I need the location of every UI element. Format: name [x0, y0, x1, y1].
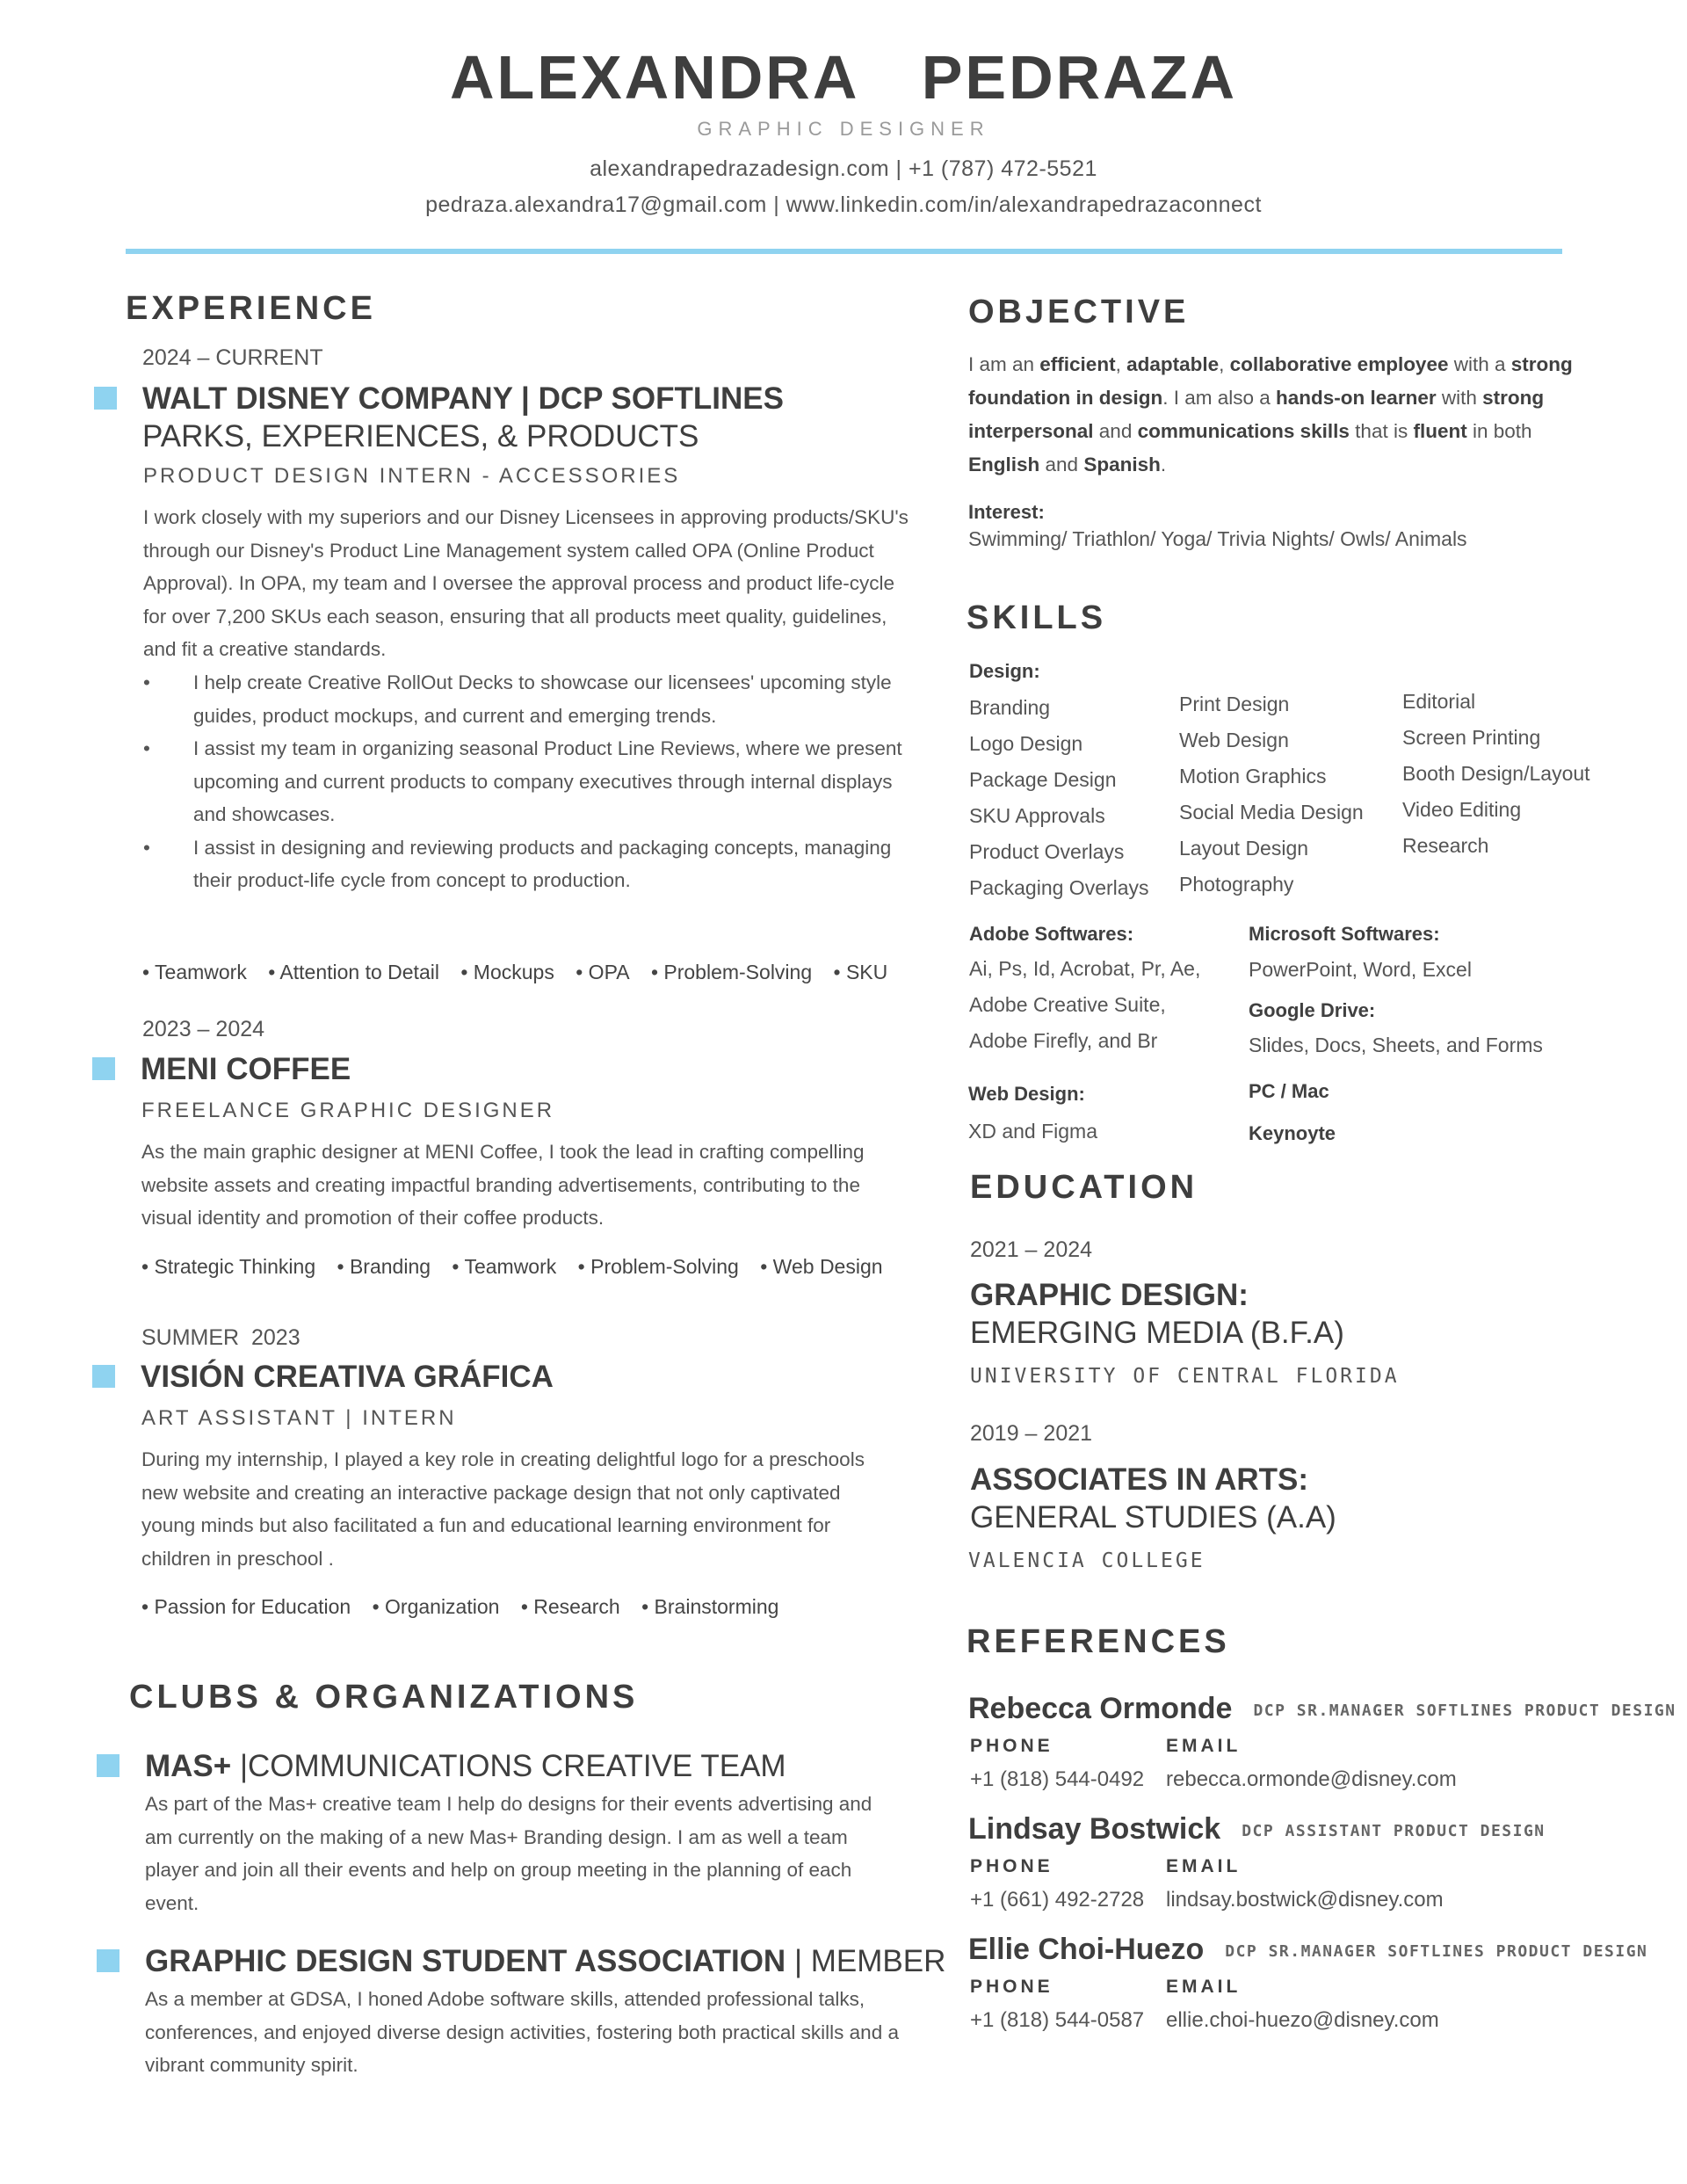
phone-label: PHONE: [970, 1856, 1053, 1876]
edu-degree: [970, 1461, 1336, 1536]
job-role: ART ASSISTANT | INTERN: [141, 1406, 457, 1430]
reference-phone: +1 (818) 544-0492: [970, 1767, 1145, 1791]
job-company: MENI COFFEE: [141, 1052, 351, 1086]
phone-label: PHONE: [970, 1736, 1053, 1756]
web-design-label: Web Design:: [968, 1083, 1085, 1105]
job-role: FREELANCE GRAPHIC DESIGNER: [141, 1099, 555, 1122]
skill-item: Editorial: [1402, 690, 1476, 713]
edu-degree-line1: GRAPHIC DESIGN:: [970, 1278, 1249, 1312]
skill-item: Ai, Ps, Id, Acrobat, Pr, Ae,: [969, 957, 1201, 980]
skills-heading: SKILLS: [967, 599, 1107, 636]
header-divider: [126, 249, 1562, 254]
job-marker-square: [92, 1057, 115, 1080]
edu-degree-line2: GENERAL STUDIES (A.A): [970, 1500, 1336, 1535]
skill-item: Booth Design/Layout: [1402, 762, 1590, 785]
email-label: EMAIL: [1166, 1736, 1242, 1756]
reference-name: Lindsay Bostwick: [968, 1812, 1221, 1846]
job-description: As the main graphic designer at MENI Coffee, I took the lead in crafting compelling website assets and creating impactful branding advertisements, contributing to the visual identity and promotion of their coffee products.: [141, 1141, 865, 1229]
job-company-line1: WALT DISNEY COMPANY | DCP SOFTLINES: [142, 381, 784, 416]
club-description: As a member at GDSA, I honed Adobe software skills, attended professional talks, conferences, and enjoyed diverse design activities, fostering both practical skills and a vibrant community spirit.: [145, 1988, 899, 2076]
keynote-label: Keynoyte: [1249, 1122, 1336, 1144]
experience-heading: EXPERIENCE: [126, 290, 376, 327]
edu-degree: [970, 1276, 1344, 1352]
edu-date: 2019 – 2021: [970, 1421, 1093, 1446]
google-value: Slides, Docs, Sheets, and Forms: [1249, 1034, 1543, 1056]
job-role: PRODUCT DESIGN INTERN - ACCESSORIES: [143, 464, 681, 488]
objective-heading: OBJECTIVE: [968, 294, 1190, 330]
club-name-rest: |COMMUNICATIONS CREATIVE TEAM: [231, 1749, 786, 1783]
reference-name: Rebecca Ormonde: [968, 1692, 1233, 1725]
skill-item: Layout Design: [1179, 837, 1309, 860]
reference-phone: +1 (661) 492-2728: [970, 1888, 1145, 1912]
reference-card: [968, 1812, 1546, 1847]
web-design-value: XD and Figma: [968, 1120, 1098, 1143]
design-skills-col1: [969, 690, 1149, 906]
objective-text: I am an efficient, adaptable, collaborative employee with a strong foundation in design. I am also a hands-on learner with strong interpersonal and communications skills that is fluent in both English and Spanish.: [968, 353, 1573, 475]
club-name: [145, 1747, 786, 1785]
skill-tag: • Branding: [337, 1255, 431, 1278]
skill-item: Photography: [1179, 873, 1294, 896]
email-label: EMAIL: [1166, 1977, 1242, 1997]
skill-item: Packaging Overlays: [969, 876, 1149, 899]
job-tags: [141, 1595, 794, 1619]
skill-tag: • OPA: [576, 961, 630, 983]
pc-mac-label: PC / Mac: [1249, 1080, 1329, 1102]
reference-role: DCP SR.MANAGER SOFTLINES PRODUCT DESIGN: [1253, 1701, 1676, 1720]
skill-item: Logo Design: [969, 732, 1083, 755]
adobe-label: Adobe Softwares:: [969, 923, 1134, 945]
reference-name-row: [968, 1812, 1546, 1847]
reference-email: ellie.choi-huezo@disney.com: [1166, 2008, 1439, 2032]
resume-name: ALEXANDRA PEDRAZA: [449, 43, 1238, 112]
reference-phone: +1 (818) 544-0587: [970, 2008, 1145, 2032]
interest-value: Swimming/ Triathlon/ Yoga/ Trivia Nights/ Owls/ Animals: [968, 527, 1467, 550]
skill-item: Research: [1402, 834, 1489, 857]
skill-tag: • SKU: [833, 961, 888, 983]
reference-name-row: [968, 1933, 1647, 1967]
skill-item: Video Editing: [1402, 798, 1522, 821]
edu-degree-line1: ASSOCIATES IN ARTS:: [970, 1462, 1309, 1497]
education-heading: EDUCATION: [970, 1169, 1198, 1206]
skill-item: Product Overlays: [969, 840, 1125, 863]
design-skills-col2: [1179, 686, 1364, 903]
job-date: 2024 – CURRENT: [142, 345, 323, 370]
skill-tag: • Problem-Solving: [577, 1255, 739, 1278]
references-heading: REFERENCES: [967, 1623, 1230, 1660]
phone-label: PHONE: [970, 1977, 1053, 1997]
skill-item: Motion Graphics: [1179, 765, 1327, 787]
reference-email: rebecca.ormonde@disney.com: [1166, 1767, 1457, 1791]
job-bullet-list: [143, 666, 916, 897]
skill-item: Social Media Design: [1179, 801, 1364, 824]
job-bullet: • I help create Creative RollOut Decks to showcase our licensees' upcoming style guides, product mockups, and current and emerging trends.: [143, 666, 916, 732]
job-description: I work closely with my superiors and our Disney Licensees in approving products/SKU's through our Disney's Product Line Management system called OPA (Online Product Approval). In OPA, my team and I oversee the approval process and product life-cycle for over 7,200 SKUs each season, ensuring that all products meet quality, guidelines, and fit a creative standards.: [143, 506, 909, 660]
resume-subtitle: GRAPHIC DESIGNER: [697, 118, 990, 140]
clubs-heading: CLUBS & ORGANIZATIONS: [129, 1679, 639, 1716]
skill-item: Package Design: [969, 768, 1117, 791]
design-skills-label: Design:: [969, 660, 1040, 682]
edu-date: 2021 – 2024: [970, 1237, 1093, 1262]
job-company: [142, 380, 933, 455]
skill-tag: • Teamwork: [142, 961, 247, 983]
skill-tag: • Web Design: [760, 1255, 883, 1278]
job-company-line2: PARKS, EXPERIENCES, & PRODUCTS: [142, 419, 699, 453]
reference-role: DCP SR.MANAGER SOFTLINES PRODUCT DESIGN: [1225, 1941, 1648, 1961]
club-name: [145, 1942, 945, 1980]
skill-tag: • Passion for Education: [141, 1595, 351, 1618]
reference-card: [968, 1692, 1676, 1726]
club-name-bold: MAS+: [145, 1749, 232, 1783]
reference-name: Ellie Choi-Huezo: [968, 1933, 1205, 1966]
microsoft-label: Microsoft Softwares:: [1249, 923, 1440, 945]
club-marker-square: [97, 1754, 119, 1777]
design-skills-col3: [1402, 684, 1590, 864]
adobe-list: [969, 951, 1200, 1059]
job-bullet: • I assist in designing and reviewing products and packaging concepts, managing their product-life cycle from concept to production.: [143, 831, 916, 897]
job-tags: [142, 961, 903, 984]
skill-item: SKU Approvals: [969, 804, 1105, 827]
skill-tag: • Attention to Detail: [268, 961, 439, 983]
job-description: During my internship, I played a key role in creating delightful logo for a preschools new website and creating an interactive package design that not only captivated young minds but also facilitated a fun and educational learning environment for children in preschool .: [141, 1448, 865, 1570]
skill-tag: • Teamwork: [452, 1255, 557, 1278]
job-bullet: • I assist my team in organizing seasonal Product Line Reviews, where we present upcoming and current products to company executives through internal displays and showcases.: [143, 732, 916, 831]
reference-email: lindsay.bostwick@disney.com: [1166, 1888, 1444, 1912]
club-name-rest: | MEMBER: [786, 1944, 946, 1978]
skill-tag: • Mockups: [460, 961, 554, 983]
skill-item: Web Design: [1179, 729, 1289, 751]
skill-tag: • Strategic Thinking: [141, 1255, 316, 1278]
edu-school: VALENCIA COLLEGE: [968, 1549, 1206, 1572]
email-label: EMAIL: [1166, 1856, 1242, 1876]
skill-item: Print Design: [1179, 693, 1290, 715]
skill-tag: • Organization: [372, 1595, 500, 1618]
skill-tag: • Problem-Solving: [650, 961, 813, 983]
contact-line-email-linkedin: pedraza.alexandra17@gmail.com | www.linkedin.com/in/alexandrapedrazaconnect: [425, 192, 1262, 217]
edu-degree-line2: EMERGING MEDIA (B.F.A): [970, 1316, 1344, 1350]
club-description: As part of the Mas+ creative team I help do designs for their events advertising and am currently on the making of a new Mas+ Branding design. I am as well a team player and join all their events and help on group meeting in the planning of each event.: [145, 1793, 872, 1914]
edu-school: UNIVERSITY OF CENTRAL FLORIDA: [970, 1365, 1400, 1388]
job-date: 2023 – 2024: [142, 1017, 265, 1041]
club-name-bold: GRAPHIC DESIGN STUDENT ASSOCIATION: [145, 1944, 786, 1978]
job-marker-square: [92, 1365, 115, 1388]
skill-item: Adobe Firefly, and Br: [969, 1029, 1158, 1052]
reference-card: [968, 1933, 1647, 1967]
reference-name-row: [968, 1692, 1676, 1726]
job-date: SUMMER 2023: [141, 1325, 300, 1350]
microsoft-value: PowerPoint, Word, Excel: [1249, 958, 1472, 981]
skill-tag: • Brainstorming: [641, 1595, 779, 1618]
job-marker-square: [94, 387, 117, 410]
skill-tag: • Research: [520, 1595, 620, 1618]
contact-line-website-phone: alexandrapedrazadesign.com | +1 (787) 472-5521: [590, 156, 1097, 181]
interest-label: Interest:: [968, 501, 1045, 523]
job-tags: [141, 1255, 899, 1279]
skill-item: Branding: [969, 696, 1051, 719]
job-company: VISIÓN CREATIVA GRÁFICA: [141, 1360, 554, 1394]
reference-role: DCP ASSISTANT PRODUCT DESIGN: [1242, 1821, 1546, 1840]
skill-item: Adobe Creative Suite,: [969, 993, 1166, 1016]
skill-item: Screen Printing: [1402, 726, 1541, 749]
google-label: Google Drive:: [1249, 999, 1376, 1021]
club-marker-square: [97, 1949, 119, 1972]
